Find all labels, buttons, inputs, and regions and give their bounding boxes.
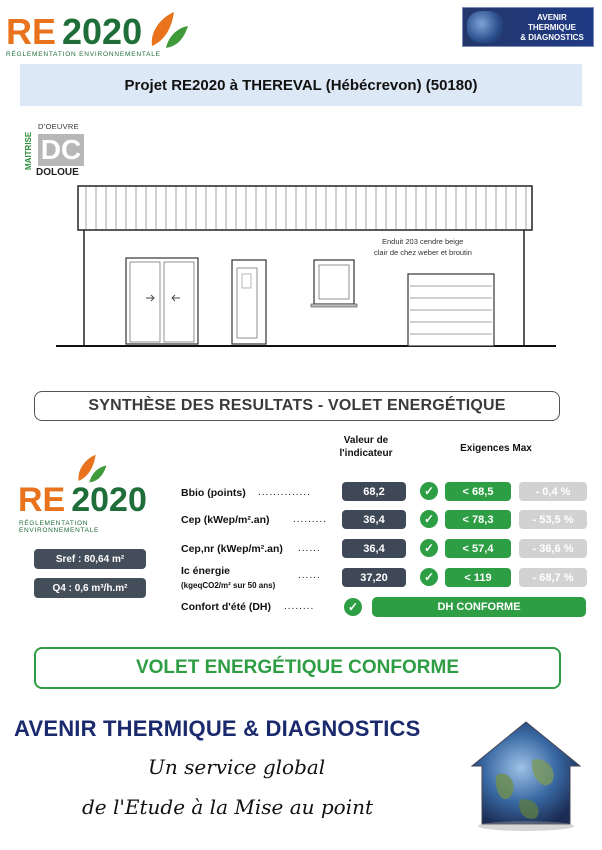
house-elevation-drawing [56, 182, 556, 352]
requirement-bbio: < 68,5 [445, 482, 511, 501]
row-label-bbio: Bbio (points) [181, 487, 246, 499]
mo-top-text: D'OEUVRE [38, 122, 79, 131]
col-header-exigences: Exigences Max [460, 443, 532, 454]
drawing-note-line1: Enduit 203 cendre beige [382, 237, 464, 246]
maitre-oeuvre-logo [24, 120, 94, 182]
delta-ic: - 68,7 % [519, 568, 587, 587]
delta-cepnr: - 36,6 % [519, 539, 587, 558]
leaves-icon [146, 6, 190, 50]
mo-dc-letters: DC [38, 134, 84, 166]
row-dots: ......... [293, 514, 328, 525]
row-label-cep: Cep (kWep/m².an) [181, 514, 270, 526]
check-icon: ✓ [420, 539, 438, 557]
sref-badge: Sref : 80,64 m² [34, 549, 146, 569]
row-dots: ........ [284, 601, 315, 612]
row-dots: ...... [298, 570, 321, 581]
value-cep: 36,4 [342, 510, 406, 529]
mo-vertical-text: MAITRISE [24, 131, 33, 171]
delta-cep: - 53,5 % [519, 510, 587, 529]
row-dots: .............. [258, 487, 311, 498]
dh-conforme-badge: DH CONFORME [372, 597, 586, 617]
project-title: Projet RE2020 à THEREVAL (Hébécrevon) (50180) [20, 64, 582, 106]
requirement-cepnr: < 57,4 [445, 539, 511, 558]
re-logo-subtitle: RÉGLEMENTATION ENVIRONNEMENTALE [6, 51, 161, 58]
re2020-logo [6, 6, 206, 58]
re2020-logo-large: RE 2020 RÉGLEMENTATION ENVIRONNEMENTALE [18, 450, 168, 532]
col-header-valeur: Valeur de l'indicateur [339, 435, 393, 459]
conclusion-banner: VOLET ENERGÉTIQUE CONFORME [34, 647, 561, 689]
footer-slogan-line1: Un service global [148, 755, 326, 779]
value-bbio: 68,2 [342, 482, 406, 501]
q4-badge: Q4 : 0,6 m³/h.m² [34, 578, 146, 598]
row-label-cepnr: Cep,nr (kWep/m².an) [181, 543, 283, 555]
company-logo-text: AVENIR THERMIQUE & DIAGNOSTICS [520, 13, 584, 42]
globe-house-icon [466, 716, 586, 832]
check-icon: ✓ [344, 598, 362, 616]
delta-bbio: - 0,4 % [519, 482, 587, 501]
re-logo-re: RE [6, 11, 57, 52]
row-sublabel-ic: (kgeqCO2/m² sur 50 ans) [181, 581, 276, 590]
synthese-title: SYNTHÈSE DES RESULTATS - VOLET ENERGÉTIQUE [34, 391, 560, 421]
check-icon: ✓ [420, 568, 438, 586]
house-globe-icon [467, 11, 503, 43]
requirement-cep: < 78,3 [445, 510, 511, 529]
re-logo-year: 2020 [62, 11, 143, 52]
row-dots: ...... [298, 543, 321, 554]
leaves-icon [74, 450, 108, 484]
requirement-ic: < 119 [445, 568, 511, 587]
footer-slogan-line2: de l'Etude à la Mise au point [82, 795, 374, 819]
footer-company-name: AVENIR THERMIQUE & DIAGNOSTICS [14, 716, 421, 741]
row-label-ic: Ic énergie [181, 565, 231, 577]
mo-bottom-text: DOLOUE [36, 167, 79, 178]
company-logo [462, 7, 594, 47]
check-icon: ✓ [420, 510, 438, 528]
value-ic: 37,20 [342, 568, 406, 587]
value-cepnr: 36,4 [342, 539, 406, 558]
row-label-confort: Confort d'été (DH) [181, 601, 271, 613]
check-icon: ✓ [420, 482, 438, 500]
drawing-note-line2: clair de chez weber et broutin [374, 248, 472, 257]
